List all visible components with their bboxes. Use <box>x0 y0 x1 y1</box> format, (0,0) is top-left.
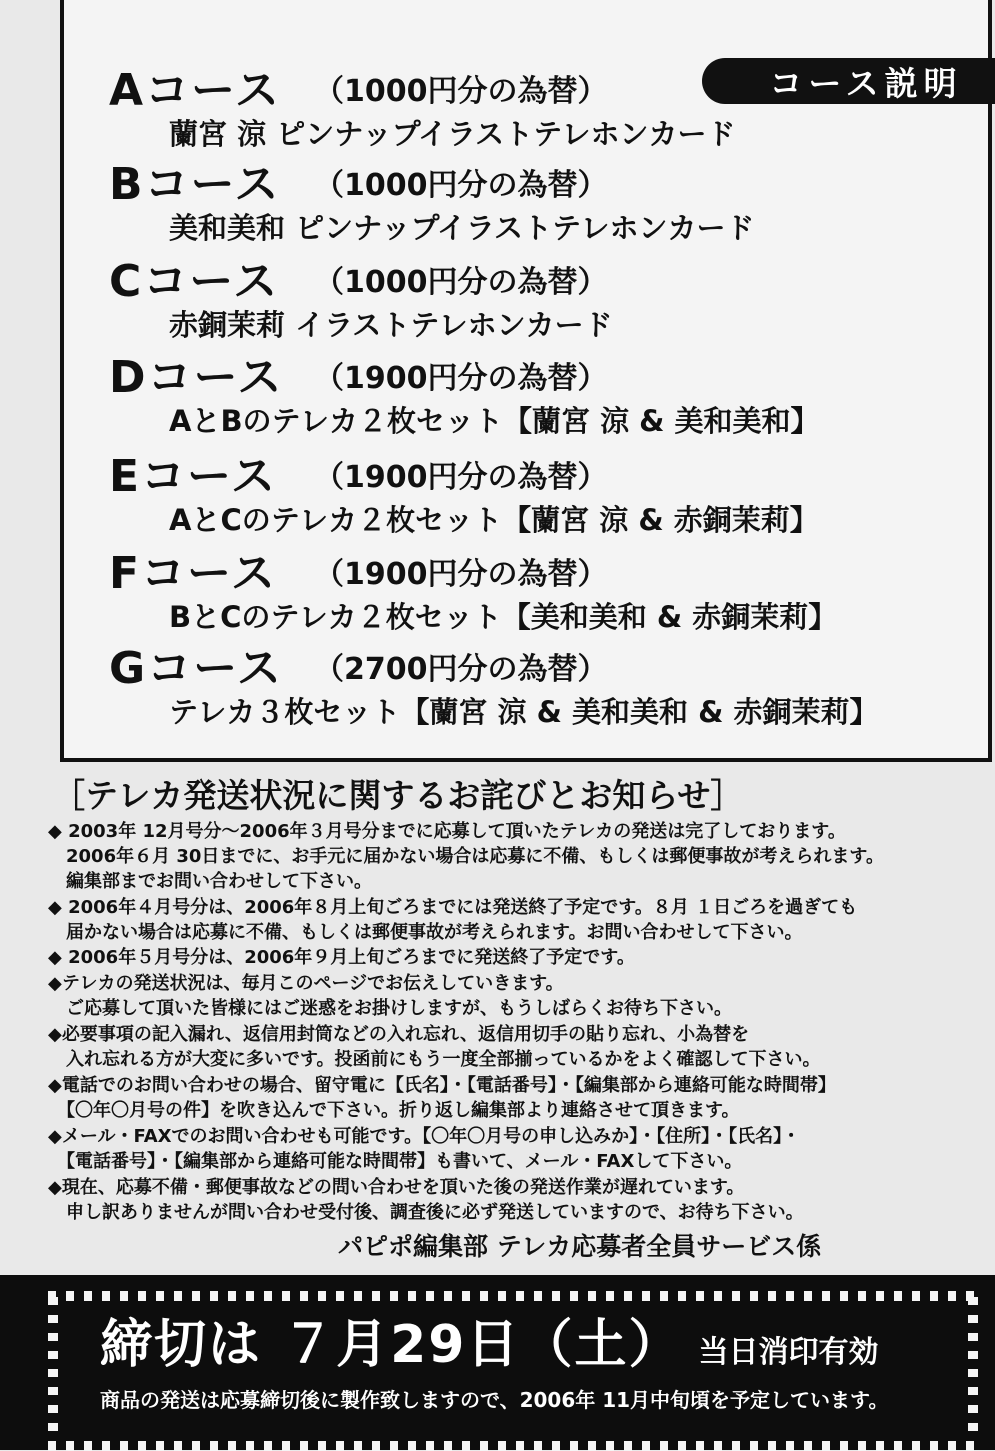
notice-line: ◆メール・FAXでのお問い合わせも可能です。【〇年〇月号の申し込みか】・【住所】・【氏名】・ <box>48 1126 801 1147</box>
course-price: （1900円分の為替） <box>314 557 608 592</box>
course-title: Aコース <box>109 65 281 116</box>
deadline-date: 締切は ７月29日（土） <box>100 1315 683 1375</box>
notice-line: ◆電話でのお問い合わせの場合、留守電に【氏名】・【電話番号】・【編集部から連絡可能な時間帯】 <box>48 1075 836 1096</box>
notice-line: ◆ 2003年 12月号分〜2006年３月号分までに応募して頂いたテレカの発送は完了しております。 <box>48 821 846 842</box>
course-price: （1000円分の為替） <box>314 74 608 109</box>
course-title: Gコース <box>109 643 283 694</box>
notice-line: ◆現在、応募不備・郵便事故などの問い合わせを頂いた後の発送作業が遅れています。 <box>48 1177 745 1198</box>
course-desc: 蘭宮 涼 ピンナップイラストテレホンカード <box>169 117 736 151</box>
notice-title: ［テレカ発送状況に関するお詫びとお知らせ］ <box>52 776 744 815</box>
notice-line: ◆テレカの発送状況は、毎月このページでお伝えしていきます。 <box>48 973 564 994</box>
notice-line: 【〇年〇月号の件】を吹き込んで下さい。折り返し編集部より連絡させて頂きます。 <box>48 1100 740 1121</box>
course-title: Dコース <box>109 352 284 403</box>
notice-line: ご応募して頂いた皆様にはご迷惑をお掛けしますが、もうしばらくお待ち下さい。 <box>48 998 732 1019</box>
course-title: Fコース <box>109 548 277 599</box>
notice-line: ◆ 2006年４月号分は、2006年８月上旬ごろまでには発送終了予定です。８月 １日ごろを過ぎても <box>48 897 858 918</box>
notice-line: 2006年６月 30日までに、お手元に届かない場合は応募に不備、もしくは郵便事故が考えられます。 <box>48 846 884 867</box>
course-price: （1900円分の為替） <box>314 460 608 495</box>
notice-line: 届かない場合は応募に不備、もしくは郵便事故が考えられます。お問い合わせして下さい。 <box>48 922 803 943</box>
deadline-banner <box>0 1275 995 1450</box>
notice-line: ◆必要事項の記入漏れ、返信用封筒などの入れ忘れ、返信用切手の貼り忘れ、小為替を <box>48 1024 750 1045</box>
course-price: （1900円分の為替） <box>314 361 608 396</box>
signature: パピポ編集部 テレカ応募者全員サービス係 <box>338 1232 822 1261</box>
course-desc: AとCのテレカ２枚セット【蘭宮 涼 & 赤銅茉莉】 <box>169 503 819 537</box>
course-desc: 美和美和 ピンナップイラストテレホンカード <box>169 211 755 245</box>
course-title: Bコース <box>109 159 281 210</box>
course-desc: AとBのテレカ２枚セット【蘭宮 涼 & 美和美和】 <box>169 404 820 438</box>
course-title: Eコース <box>109 451 277 502</box>
notice-line: 【電話番号】・【編集部から連絡可能な時間帯】も書いて、メール・FAXして下さい。 <box>48 1151 743 1172</box>
course-desc: 赤銅茉莉 イラストテレホンカード <box>169 308 613 342</box>
notice-line: 入れ忘れる方が大変に多いです。投函前にもう一度全部揃っているかをよく確認して下さい。 <box>48 1049 821 1070</box>
course-desc: テレカ３枚セット【蘭宮 涼 & 美和美和 & 赤銅茉莉】 <box>169 695 879 729</box>
course-box <box>60 0 992 762</box>
dashed-border-top <box>48 1291 978 1301</box>
course-title: Cコース <box>109 256 280 307</box>
notice-line: 申し訳ありませんが問い合わせ受付後、調査後に必ず発送していますので、お待ち下さい。 <box>48 1202 804 1223</box>
notice-line: 編集部までお問い合わせして下さい。 <box>48 871 372 892</box>
dashed-border-right <box>968 1297 978 1437</box>
course-price: （1000円分の為替） <box>314 265 608 300</box>
course-desc: BとCのテレカ２枚セット【美和美和 & 赤銅茉莉】 <box>169 600 838 634</box>
dashed-border-left <box>48 1297 58 1437</box>
course-explanation-badge: コース説明 <box>702 58 995 104</box>
course-price: （2700円分の為替） <box>314 652 608 687</box>
shipping-note: 商品の発送は応募締切後に製作致しますので、2006年 11月中旬頃を予定しています。 <box>100 1388 889 1412</box>
deadline-text <box>100 1315 878 1383</box>
postmark-valid: 当日消印有効 <box>698 1335 879 1370</box>
notice-line: ◆ 2006年５月号分は、2006年９月上旬ごろまでに発送終了予定です。 <box>48 947 635 968</box>
course-price: （1000円分の為替） <box>314 168 608 203</box>
